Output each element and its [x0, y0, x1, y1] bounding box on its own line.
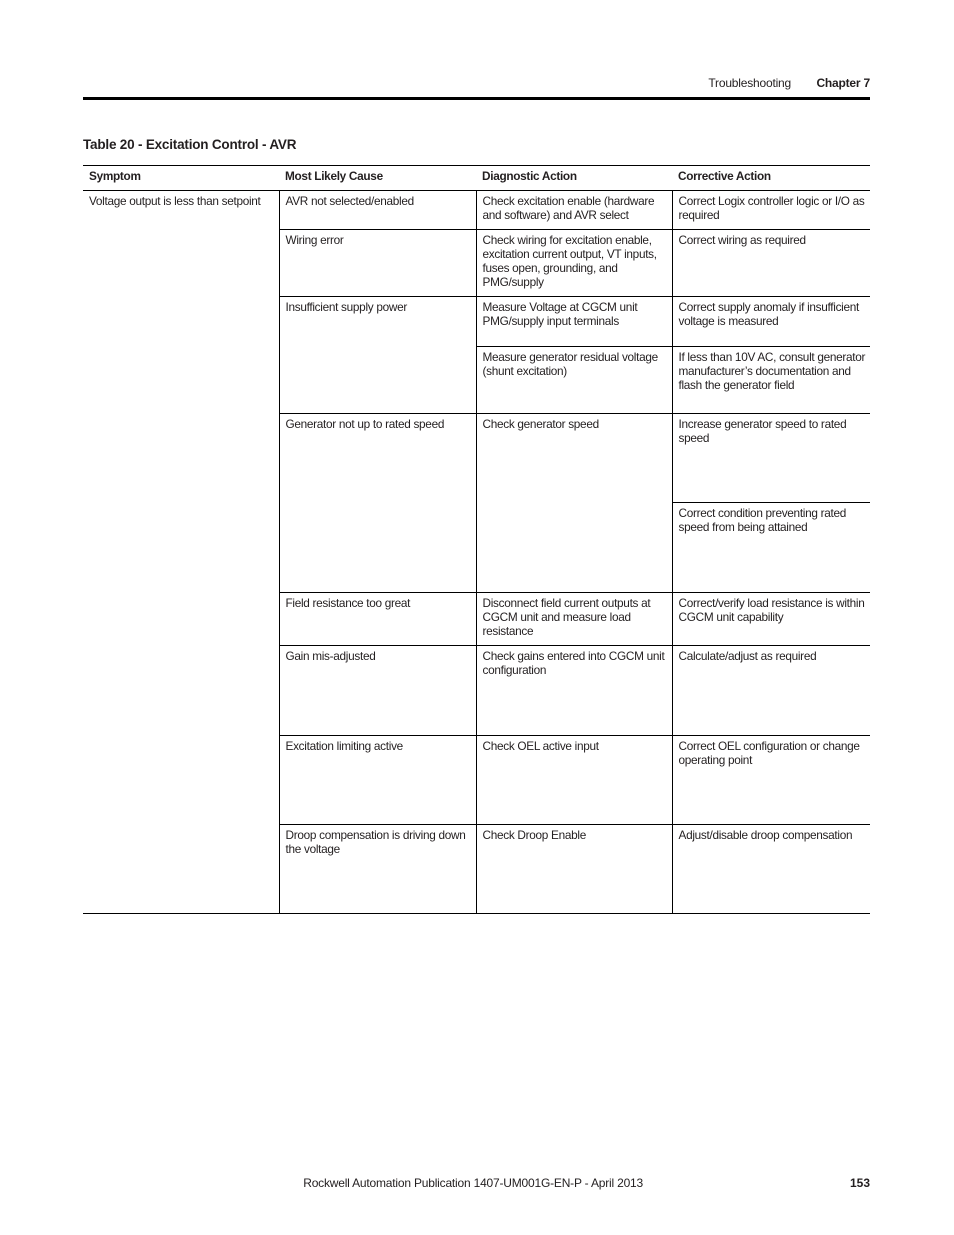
column-header-cause: Most Likely Cause	[279, 166, 476, 191]
diagnostic-cell: Measure generator residual voltage (shunt excitation)	[476, 347, 672, 414]
corrective-cell: Correct condition preventing rated speed from being attained	[672, 503, 870, 593]
header-section-name: Troubleshooting	[708, 76, 791, 90]
cause-cell: Insufficient supply power	[279, 297, 476, 414]
column-header-corrective: Corrective Action	[672, 166, 870, 191]
column-header-diagnostic: Diagnostic Action	[476, 166, 672, 191]
corrective-cell: Correct Logix controller logic or I/O as required	[672, 191, 870, 230]
cause-cell: Wiring error	[279, 230, 476, 297]
page-number: 153	[849, 1176, 870, 1190]
diagnostic-cell: Check Droop Enable	[476, 825, 672, 914]
corrective-cell: Adjust/disable droop compensation	[672, 825, 870, 914]
corrective-cell: Correct wiring as required	[672, 230, 870, 297]
cause-cell: Excitation limiting active	[279, 736, 476, 825]
corrective-cell: If less than 10V AC, consult generator manufacturer’s documentation and flash the generator field	[672, 347, 870, 414]
corrective-cell: Calculate/adjust as required	[672, 646, 870, 736]
cause-cell: AVR not selected/enabled	[279, 191, 476, 230]
diagnostic-cell: Check generator speed	[476, 414, 672, 593]
table-header-row	[83, 166, 870, 191]
column-header-symptom: Symptom	[83, 166, 279, 191]
cause-cell: Gain mis-adjusted	[279, 646, 476, 736]
troubleshooting-table	[83, 165, 870, 914]
symptom-cell: Voltage output is less than setpoint	[83, 191, 279, 914]
cause-cell: Generator not up to rated speed	[279, 414, 476, 593]
diagnostic-cell: Disconnect field current outputs at CGCM unit and measure load resistance	[476, 593, 672, 646]
header-rule	[83, 97, 870, 100]
table-title: Table 20 - Excitation Control - AVR	[83, 137, 297, 152]
corrective-cell: Increase generator speed to rated speed	[672, 414, 870, 503]
corrective-cell: Correct OEL configuration or change operating point	[672, 736, 870, 825]
diagnostic-cell: Check excitation enable (hardware and software) and AVR select	[476, 191, 672, 230]
diagnostic-cell: Check OEL active input	[476, 736, 672, 825]
header-chapter-label: Chapter 7	[816, 76, 870, 90]
diagnostic-cell: Check gains entered into CGCM unit configuration	[476, 646, 672, 736]
diagnostic-cell: Measure Voltage at CGCM unit PMG/supply input terminals	[476, 297, 672, 347]
cause-cell: Droop compensation is driving down the voltage	[279, 825, 476, 914]
table-row	[83, 191, 870, 230]
diagnostic-cell: Check wiring for excitation enable, excitation current output, VT inputs, fuses open, grounding, and PMG/supply	[476, 230, 672, 297]
cause-cell: Field resistance too great	[279, 593, 476, 646]
corrective-cell: Correct/verify load resistance is within CGCM unit capability	[672, 593, 870, 646]
footer-publication: Rockwell Automation Publication 1407-UM001G-EN-P - April 2013	[303, 1176, 643, 1190]
corrective-cell: Correct supply anomaly if insufficient voltage is measured	[672, 297, 870, 347]
